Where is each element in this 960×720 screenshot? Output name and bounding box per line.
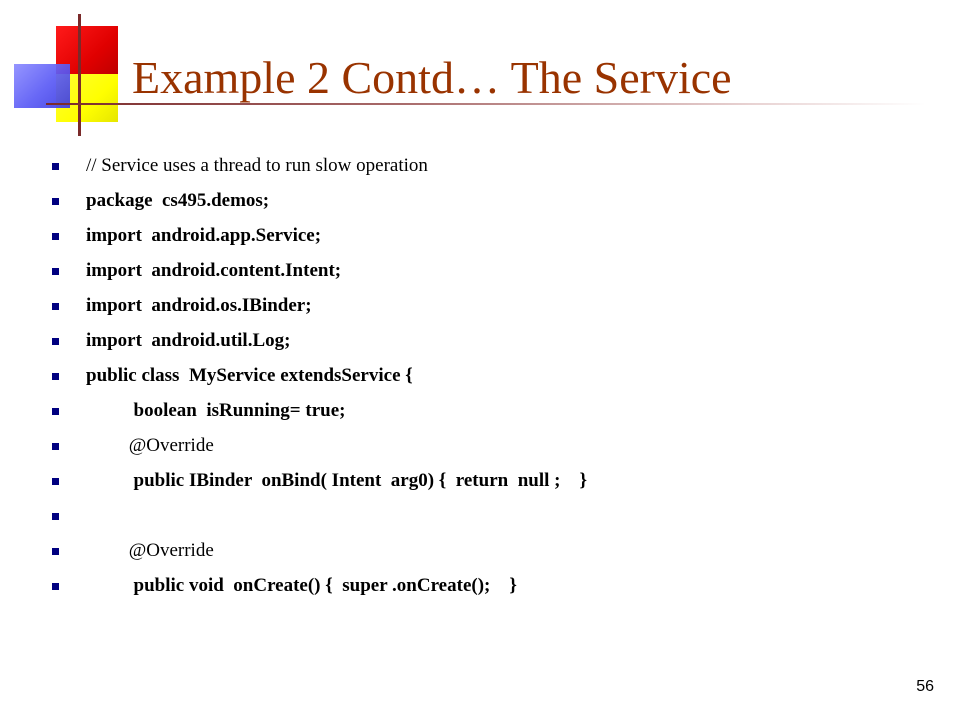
page-number: 56 bbox=[916, 678, 934, 695]
bullet-item bbox=[46, 463, 587, 498]
bullet-item bbox=[46, 393, 587, 428]
code-line-text: import android.app.Service; bbox=[86, 225, 322, 246]
blue-square-decoration bbox=[14, 64, 70, 108]
bullet-list bbox=[46, 148, 587, 603]
code-line-text: import android.util.Log; bbox=[86, 330, 291, 351]
slide-title: Example 2 Contd… The Service bbox=[132, 52, 732, 103]
square-bullet-icon bbox=[52, 163, 59, 170]
square-bullet-icon bbox=[52, 443, 59, 450]
code-line-text: import android.os.IBinder; bbox=[86, 295, 312, 316]
square-bullet-icon bbox=[52, 233, 59, 240]
bullet-item bbox=[46, 568, 587, 603]
code-line-text: import android.content.Intent; bbox=[86, 260, 342, 281]
square-bullet-icon bbox=[52, 268, 59, 275]
bullet-item bbox=[46, 253, 587, 288]
bullet-item bbox=[46, 148, 587, 183]
code-line-text: boolean isRunning= true; bbox=[86, 400, 346, 421]
square-bullet-icon bbox=[52, 373, 59, 380]
square-bullet-icon bbox=[52, 583, 59, 590]
code-line-text: @Override bbox=[86, 540, 214, 561]
code-line-text: @Override bbox=[86, 435, 214, 456]
bullet-item bbox=[46, 288, 587, 323]
square-bullet-icon bbox=[52, 408, 59, 415]
bullet-item bbox=[46, 218, 587, 253]
bullet-item bbox=[46, 358, 587, 393]
square-bullet-icon bbox=[52, 548, 59, 555]
slide-logo bbox=[0, 0, 140, 140]
bullet-item bbox=[46, 498, 587, 533]
bullet-item bbox=[46, 183, 587, 218]
code-line-text: public IBinder onBind( Intent arg0) { return null ; } bbox=[86, 470, 587, 491]
code-line-text: public void onCreate() { super .onCreate(); } bbox=[86, 575, 517, 596]
bullet-item bbox=[46, 533, 587, 568]
square-bullet-icon bbox=[52, 513, 59, 520]
square-bullet-icon bbox=[52, 478, 59, 485]
bullet-item bbox=[46, 428, 587, 463]
code-line-text: public class MyService extendsService { bbox=[86, 365, 413, 386]
square-bullet-icon bbox=[52, 198, 59, 205]
vertical-rule bbox=[78, 14, 81, 136]
code-line-text: package cs495.demos; bbox=[86, 190, 270, 211]
square-bullet-icon bbox=[52, 338, 59, 345]
square-bullet-icon bbox=[52, 303, 59, 310]
bullet-item bbox=[46, 323, 587, 358]
code-line-text: // Service uses a thread to run slow operation bbox=[86, 155, 428, 176]
